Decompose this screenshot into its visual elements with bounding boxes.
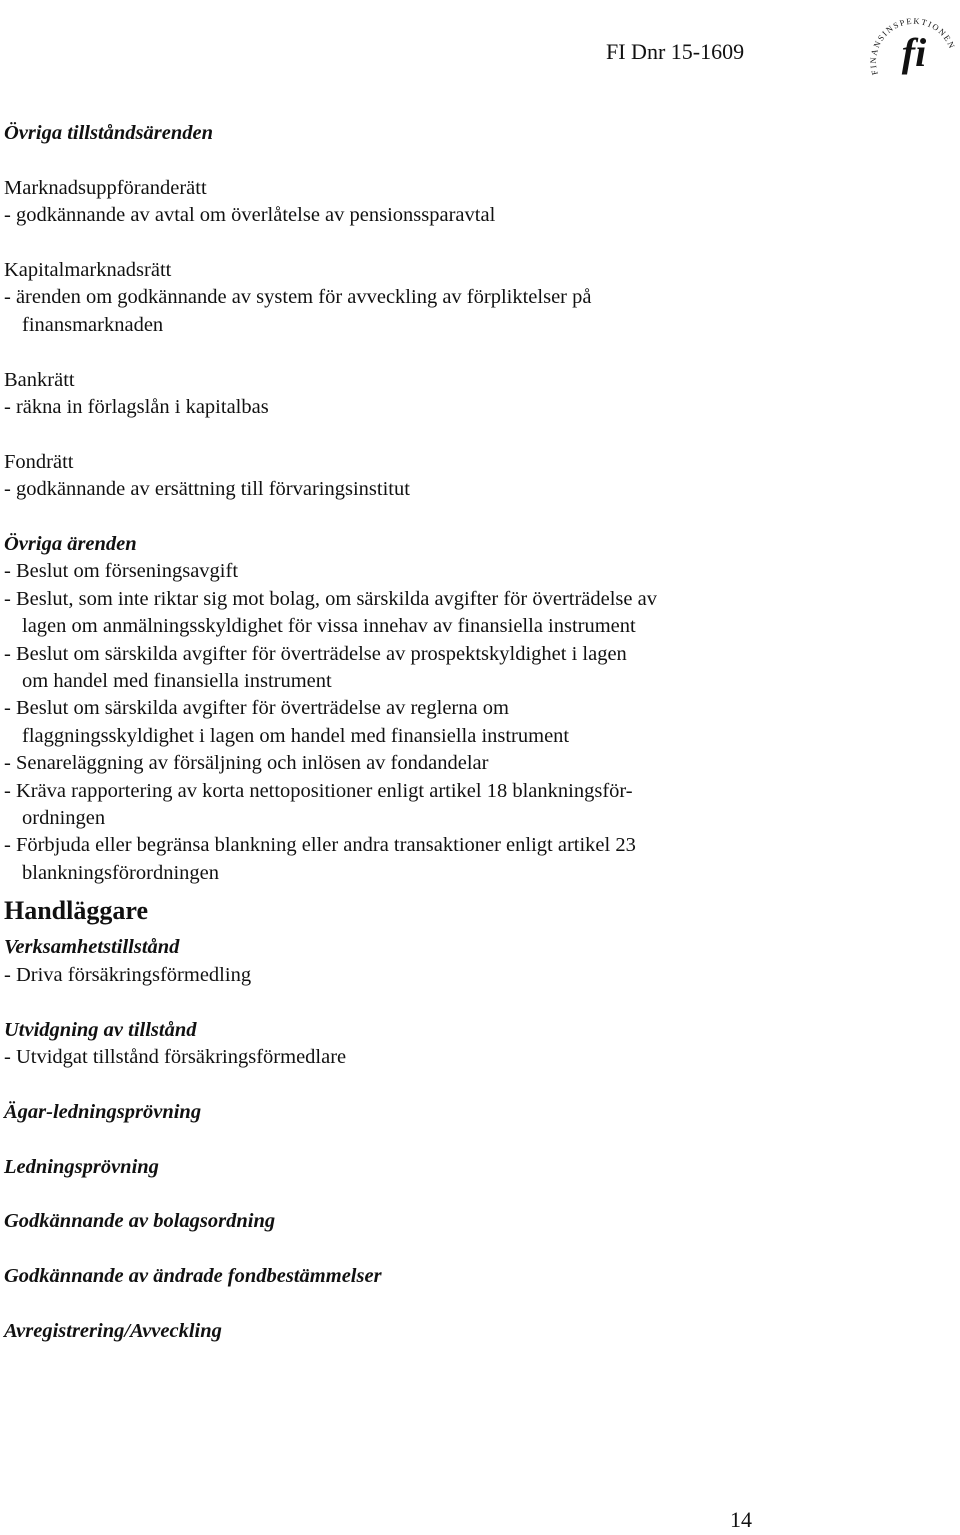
item-title: Kapitalmarknadsrätt <box>4 259 172 281</box>
list-line: - Senareläggning av försäljning och inlösen av fondandelar <box>4 752 489 775</box>
page-number: 14 <box>730 1507 752 1532</box>
subsection-title: Godkännande av bolagsordning <box>4 1210 276 1233</box>
subsection-title: Avregistrering/Avveckling <box>4 1319 222 1342</box>
list-line: - Beslut om särskilda avgifter för överträdelse av prospektskyldighet i lagen <box>4 642 627 665</box>
list-line: flaggningsskyldighet i lagen om handel med finansiella instrument <box>22 724 570 747</box>
subsection-title: Verksamhetstillstånd <box>4 936 180 959</box>
finansinspektionen-logo <box>868 2 960 94</box>
list-line: - Förbjuda eller begränsa blankning eller andra transaktioner enligt artikel 23 <box>4 834 636 857</box>
list-line: - Beslut, som inte riktar sig mot bolag, om särskilda avgifter för överträdelse av <box>4 587 657 610</box>
document-body <box>4 120 904 1345</box>
section-heading: Handläggare <box>4 896 148 926</box>
item-bankratt <box>4 367 904 422</box>
list-line: - Kräva rapportering av korta nettopositioner enligt artikel 18 blankningsför- <box>4 779 633 802</box>
section-ovriga-arenden <box>4 531 904 887</box>
list-line: ordningen <box>22 807 106 830</box>
section-heading: Övriga ärenden <box>4 533 137 556</box>
item-kapitalmarknad <box>4 257 904 339</box>
section-ovriga-tillstandsarenden <box>4 120 904 531</box>
item-title: Marknadsuppföranderätt <box>4 176 207 199</box>
svg-text:fi: fi <box>901 30 927 75</box>
subsection-title: Ledningsprövning <box>4 1155 159 1178</box>
subsection-title: Utvidgning av tillstånd <box>4 1018 197 1041</box>
list-line: - Beslut om särskilda avgifter för överträdelse av reglerna om <box>4 697 509 720</box>
item-line: - ärenden om godkännande av system för avveckling av förpliktelser på <box>4 286 592 309</box>
item-line: finansmarknaden <box>22 313 164 336</box>
list-line: - Beslut om förseningsavgift <box>4 560 239 583</box>
section-heading: Övriga tillståndsärenden <box>4 122 214 144</box>
item-marknadsupp <box>4 175 904 230</box>
item-title: Fondrätt <box>4 450 74 473</box>
list-line: blankningsförordningen <box>22 861 219 884</box>
item-line: - godkännande av avtal om överlåtelse av pensionssparavtal <box>4 204 496 227</box>
list-line: lagen om anmälningsskyldighet för vissa innehav av finansiella instrument <box>22 615 636 638</box>
subsection-title: Ägar-ledningsprövning <box>4 1100 202 1123</box>
item-line: - godkännande av ersättning till förvaringsinstitut <box>4 478 410 501</box>
list-line: om handel med finansiella instrument <box>22 670 332 693</box>
svg-text:FINANSINSPEKTIONEN: FINANSINSPEKTIONEN <box>868 16 957 76</box>
item-title: Bankrätt <box>4 368 75 391</box>
subsection-line: - Driva försäkringsförmedling <box>4 963 252 986</box>
document-number: FI Dnr 15-1609 <box>606 39 745 64</box>
section-handlaggare <box>4 889 904 1345</box>
item-line: - räkna in förlagslån i kapitalbas <box>4 396 269 419</box>
subsection-title: Godkännande av ändrade fondbestämmelser <box>4 1265 382 1288</box>
subsection-line: - Utvidgat tillstånd försäkringsförmedlare <box>4 1045 347 1068</box>
item-fondratt <box>4 449 904 504</box>
